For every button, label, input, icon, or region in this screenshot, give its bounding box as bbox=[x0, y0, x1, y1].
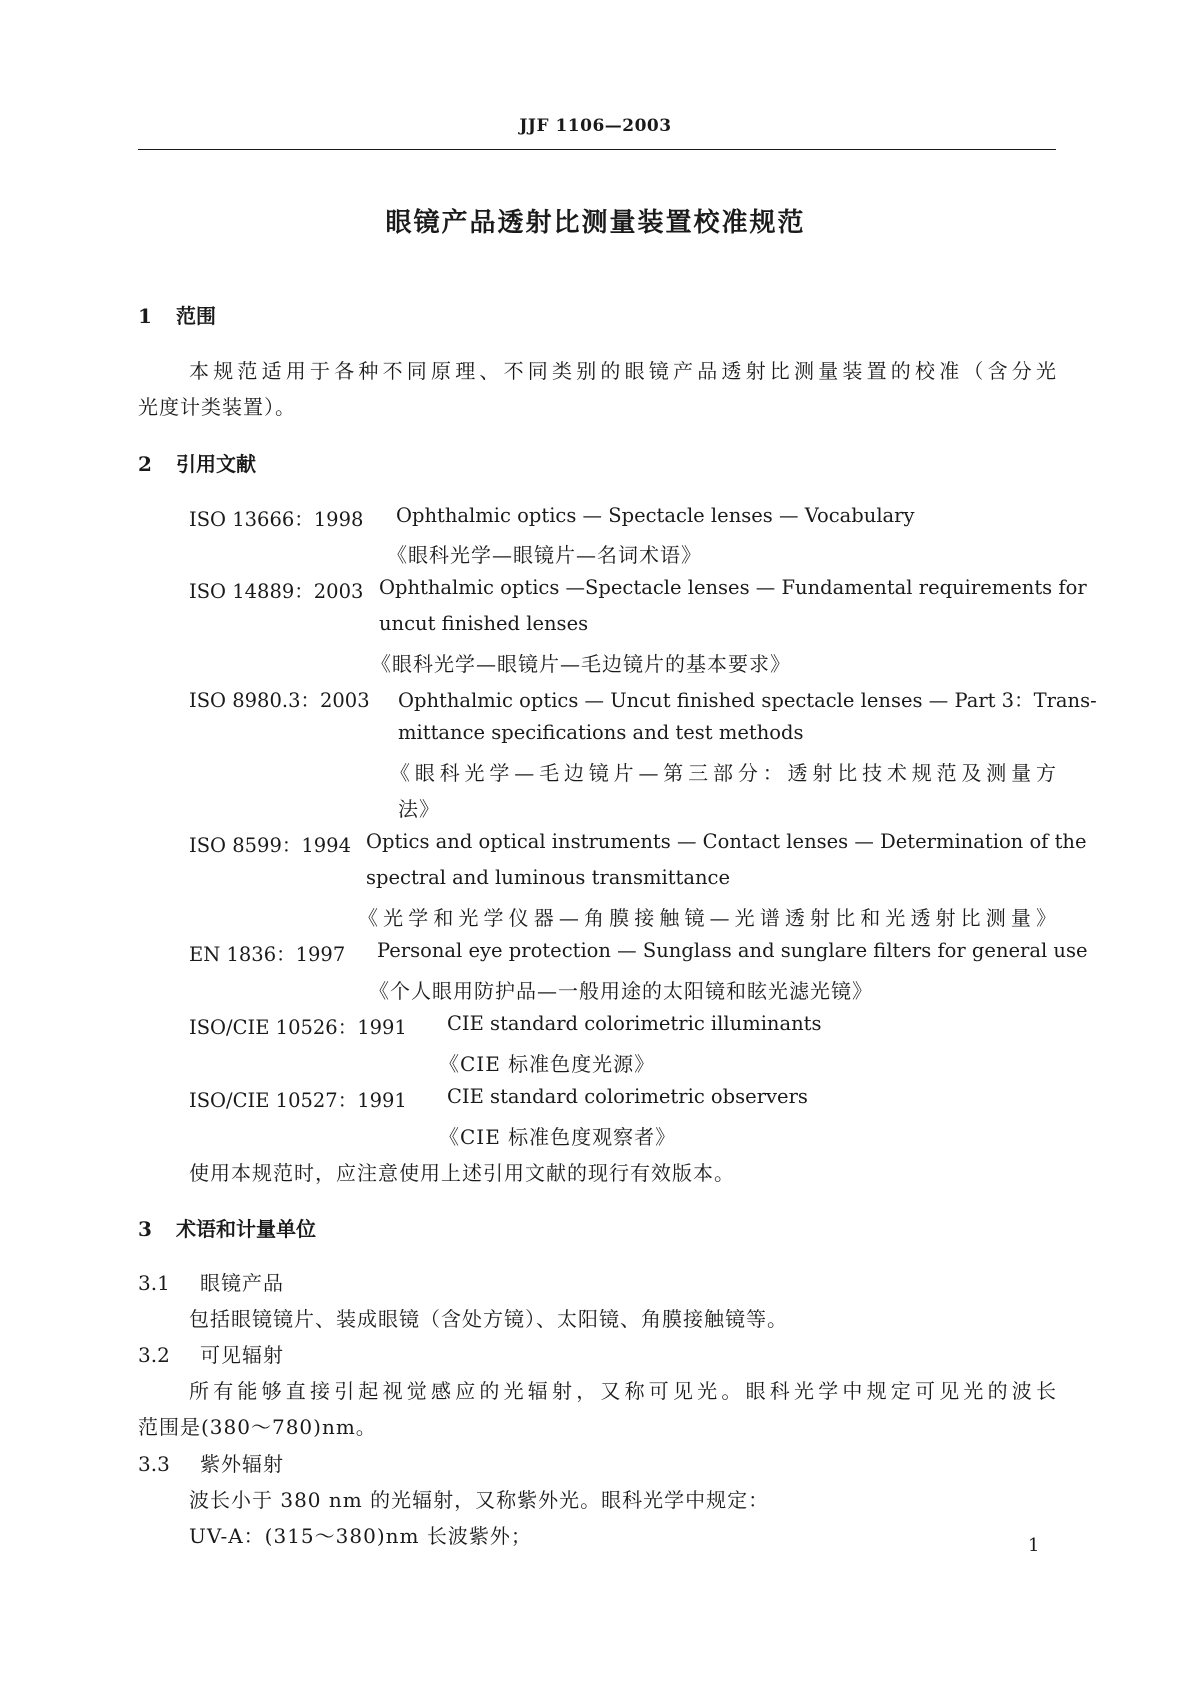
subsection-3-2-heading bbox=[138, 1339, 284, 1368]
reference-code: ISO/CIE 10526：1991 bbox=[189, 1016, 407, 1039]
paragraph-line: 所有能够直接引起视觉感应的光辐射，又称可见光。眼科光学中规定可见光的波长 bbox=[189, 1379, 1057, 1403]
paragraph-line: 本规范适用于各种不同原理、不同类别的眼镜产品透射比测量装置的校准（含分光 bbox=[189, 359, 1057, 383]
reference-title-cn: 《CIE 标准色度光源》 bbox=[439, 1052, 656, 1076]
section-1-heading bbox=[138, 300, 216, 329]
reference-title-en: mittance specifications and test methods bbox=[398, 721, 804, 744]
reference-title-cn: 《光学和光学仪器—角膜接触镜—光谱透射比和光透射比测量》 bbox=[358, 906, 1057, 930]
reference-code: ISO 13666：1998 bbox=[189, 508, 364, 531]
reference-title-cn: 《眼科光学—眼镜片—毛边镜片的基本要求》 bbox=[371, 652, 791, 676]
reference-title-en: Ophthalmic optics — Spectacle lenses — Vocabulary bbox=[396, 504, 915, 527]
reference-title-en: uncut finished lenses bbox=[379, 612, 589, 635]
paragraph-line: 波长小于 380 nm 的光辐射，又称紫外光。眼科光学中规定： bbox=[189, 1488, 770, 1512]
paragraph-line: UV-A：(315～380)nm 长波紫外； bbox=[189, 1524, 532, 1548]
reference-title-cn: 《眼科光学—眼镜片—名词术语》 bbox=[387, 543, 702, 567]
paragraph-line: 光度计类装置）。 bbox=[138, 395, 296, 419]
reference-code: ISO 8980.3：2003 bbox=[189, 689, 370, 712]
subsection-title: 眼镜产品 bbox=[200, 1271, 284, 1295]
reference-title-en: Optics and optical instruments — Contact lenses — Determination of the bbox=[366, 830, 1087, 853]
reference-title-en: Personal eye protection — Sunglass and sunglare filters for general use bbox=[377, 939, 1088, 962]
reference-title-en: Ophthalmic optics —Spectacle lenses — Fundamental requirements for bbox=[379, 576, 1087, 599]
reference-code: ISO 8599：1994 bbox=[189, 834, 351, 857]
section-2-heading bbox=[138, 448, 256, 477]
section-3-heading bbox=[138, 1213, 316, 1242]
subsection-3-3-heading bbox=[138, 1448, 284, 1477]
reference-title-en: CIE standard colorimetric illuminants bbox=[447, 1012, 822, 1035]
section-title: 引用文献 bbox=[176, 452, 256, 476]
reference-title-cn: 《眼科光学—毛边镜片—第三部分：透射比技术规范及测量方 bbox=[390, 761, 1057, 785]
section-title: 范围 bbox=[176, 304, 216, 328]
reference-title-cn: 法》 bbox=[398, 797, 440, 821]
reference-code: ISO 14889：2003 bbox=[189, 580, 364, 603]
document-code: JJF 1106—2003 bbox=[519, 116, 672, 136]
reference-title-cn: 《CIE 标准色度观察者》 bbox=[439, 1125, 677, 1149]
subsection-number: 3.3 bbox=[138, 1452, 170, 1476]
reference-title-en: Ophthalmic optics — Uncut finished spectacle lenses — Part 3：Trans- bbox=[398, 689, 1097, 712]
subsection-title: 可见辐射 bbox=[200, 1343, 284, 1367]
paragraph-line: 范围是(380～780)nm。 bbox=[138, 1415, 377, 1439]
subsection-number: 3.1 bbox=[138, 1271, 170, 1295]
header-rule bbox=[138, 149, 1056, 150]
reference-code: ISO/CIE 10527：1991 bbox=[189, 1089, 407, 1112]
reference-code: EN 1836：1997 bbox=[189, 943, 346, 966]
subsection-3-1-heading bbox=[138, 1267, 284, 1296]
section-number: 2 bbox=[138, 452, 152, 476]
page-number: 1 bbox=[1028, 1535, 1040, 1556]
section-number: 1 bbox=[138, 304, 152, 328]
subsection-title: 紫外辐射 bbox=[200, 1452, 284, 1476]
paragraph-line: 包括眼镜镜片、装成眼镜（含处方镜）、太阳镜、角膜接触镜等。 bbox=[189, 1307, 788, 1331]
subsection-number: 3.2 bbox=[138, 1343, 170, 1367]
reference-title-en: CIE standard colorimetric observers bbox=[447, 1085, 808, 1108]
reference-note: 使用本规范时，应注意使用上述引用文献的现行有效版本。 bbox=[189, 1161, 735, 1185]
reference-title-cn: 《个人眼用防护品—一般用途的太阳镜和眩光滤光镜》 bbox=[369, 979, 873, 1003]
reference-title-en: spectral and luminous transmittance bbox=[366, 866, 731, 889]
section-number: 3 bbox=[138, 1217, 152, 1241]
page-title: 眼镜产品透射比测量装置校准规范 bbox=[385, 208, 806, 238]
section-title: 术语和计量单位 bbox=[176, 1217, 316, 1241]
